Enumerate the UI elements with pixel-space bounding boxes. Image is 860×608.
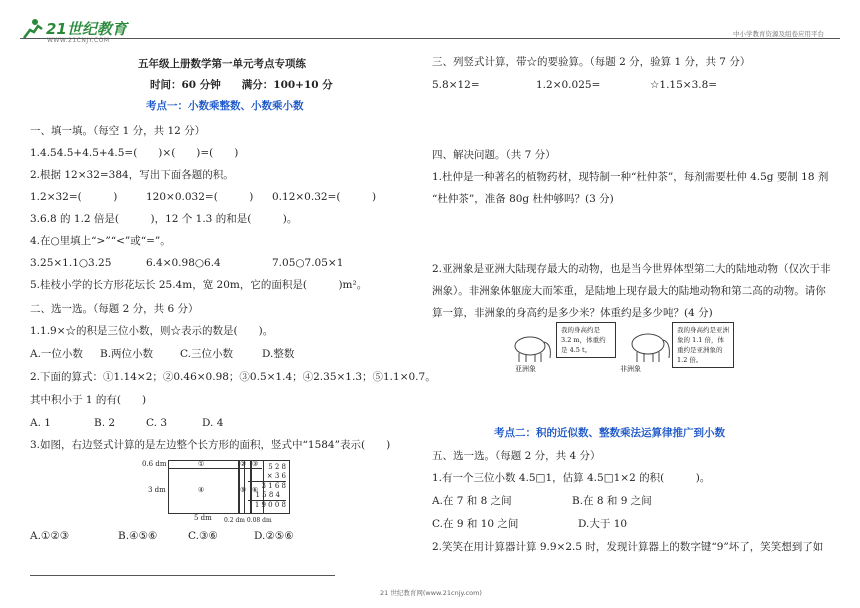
logo bbox=[20, 16, 138, 44]
region-label: ⑤ bbox=[240, 486, 247, 494]
option: B.两位小数 bbox=[100, 348, 154, 360]
question-2-2-cont: 其中积小于 1 的有( ) bbox=[30, 394, 147, 406]
footer-rule bbox=[30, 575, 335, 576]
option: A.①②③ bbox=[30, 530, 70, 542]
calc-line: 3 1 6 8 bbox=[261, 482, 286, 490]
option: D.②⑤⑥ bbox=[254, 530, 294, 542]
question-1-2-item: 120×0.032=( ) bbox=[146, 191, 254, 203]
section-point-2: 考点二：积的近似数、整数乘法运算律推广到小数 bbox=[494, 427, 725, 439]
question-1-4-item: 6.4×0.98○6.4 bbox=[146, 257, 221, 269]
option: D.整数 bbox=[262, 348, 295, 360]
calc-item: 1.2×0.025= bbox=[536, 79, 601, 91]
option: C. 3 bbox=[146, 417, 168, 429]
time-info: 时间：60 分钟 满分：100+10 分 bbox=[150, 79, 333, 91]
asian-elephant-icon bbox=[510, 332, 554, 364]
option: B. 2 bbox=[94, 417, 116, 429]
option: D. 4 bbox=[202, 417, 224, 429]
question-1-2-item: 0.12×0.32=( ) bbox=[272, 191, 377, 203]
option: C.在 9 和 10 之间 bbox=[432, 518, 519, 530]
page-title: 五年级上册数学第一单元考点专项练 bbox=[138, 58, 306, 70]
logo-text: 21世纪教育 bbox=[46, 20, 127, 38]
logo-subtext: WWW.21CNJY.COM bbox=[47, 37, 110, 44]
option: B.④⑤⑥ bbox=[118, 530, 158, 542]
header-rule bbox=[20, 38, 840, 39]
label-bottom-dims: 0.2 dm 0.08 dm bbox=[224, 517, 272, 524]
option: A. 1 bbox=[30, 417, 51, 429]
vertical-calc-box bbox=[244, 460, 290, 514]
question-1-1: 1.4.54.5+4.5+4.5=( )×( )=( ) bbox=[30, 147, 239, 159]
speech-bubble-asian: 我的身高约是 3.2 m，体重约是 4.5 t。 bbox=[556, 322, 616, 358]
option: A.在 7 和 8 之间 bbox=[432, 495, 512, 507]
problem-2-line: 2.亚洲象是亚洲大陆现存最大的动物，也是当今世界体型第二大的陆地动物（仅次于非 bbox=[432, 263, 831, 275]
question-1-4-item: 7.05○7.05×1 bbox=[272, 257, 344, 269]
caption-asian-elephant: 亚洲象 bbox=[515, 365, 536, 373]
question-5-1: 1.有一个三位小数 4.5□1，估算 4.5□1×2 的积( )。 bbox=[432, 472, 711, 484]
section-3-title: 三、列竖式计算，带☆的要验算。（每题 2 分，验算 1 分，共 7 分） bbox=[432, 56, 751, 68]
section-4-title: 四、解决问题。（共 7 分） bbox=[432, 149, 556, 161]
problem-2-line: 算一算，非洲象的身高约是多少米？体重约是多少吨？(4 分) bbox=[432, 307, 713, 319]
calc-item: 5.8×12= bbox=[432, 79, 480, 91]
option: C.三位小数 bbox=[180, 348, 233, 360]
question-5-2: 2.笑笑在用计算器计算 9.9×2.5 时，发现计算器上的数字键“9”坏了，笑笑想到了如 bbox=[432, 541, 824, 553]
problem-1-line: 1.杜仲是一种著名的植物药材，现特制一种“杜仲茶”，每剂需要杜仲 4.5g 要制 18 剂 bbox=[432, 171, 829, 183]
label-5dm: 5 dm bbox=[194, 514, 212, 522]
question-2-1: 1.1.9×☆的积是三位小数，则☆表示的数是( )。 bbox=[30, 325, 274, 337]
option: D.大于 10 bbox=[578, 518, 628, 530]
calc-line: 1 5 8 4 bbox=[255, 491, 280, 499]
question-1-4: 4.在○里填上“>”“<”或“=”。 bbox=[30, 235, 171, 247]
calc-line: 5 2 8 bbox=[268, 463, 286, 471]
option: B.在 8 和 9 之间 bbox=[572, 495, 652, 507]
region-label: ④ bbox=[198, 486, 205, 494]
option: C.③⑥ bbox=[188, 530, 218, 542]
section-2-title: 二、选一选。（每题 2 分，共 6 分） bbox=[30, 303, 199, 315]
calc-line: 1 9 0 0 8 bbox=[254, 501, 286, 509]
caption-african-elephant: 非洲象 bbox=[620, 365, 641, 373]
question-1-5: 5.桂枝小学的长方形花坛长 25.4m，宽 20m，它的面积是( )m²。 bbox=[30, 279, 368, 291]
calc-item: ☆1.15×3.8= bbox=[650, 79, 718, 91]
region-label: ② bbox=[240, 460, 247, 468]
calc-line: × 3 6 bbox=[266, 472, 286, 480]
option: A.一位小数 bbox=[30, 348, 83, 360]
question-2-3: 3.如图，右边竖式计算的是左边整个长方形的面积，竖式中“1584”表示( ) bbox=[30, 439, 391, 451]
label-0-6dm: 0.6 dm bbox=[142, 460, 167, 468]
question-1-2-item: 1.2×32=( ) bbox=[30, 191, 118, 203]
problem-2-line: 洲象）。非洲象体躯庞大而笨重，是陆地上现存最大的陆地动物和第二高的动物。请你 bbox=[432, 285, 826, 297]
question-1-4-item: 3.25×1.1○3.25 bbox=[30, 257, 112, 269]
question-2-2: 2.下面的算式：①1.14×2；②0.46×0.98；③0.5×1.4；④2.35×1.3；⑤1.1×0.7。 bbox=[30, 371, 436, 383]
runner-icon bbox=[20, 18, 44, 40]
region-label: ① bbox=[198, 460, 205, 468]
speech-bubble-african: 我的身高约是亚洲象的 1.1 倍，体重约是亚洲象的 1.2 倍。 bbox=[672, 322, 734, 368]
question-1-2: 2.根据 12×32=384，写出下面各题的积。 bbox=[30, 169, 234, 181]
section-1-title: 一、填一填。（每空 1 分，共 12 分） bbox=[30, 125, 206, 137]
label-3dm: 3 dm bbox=[148, 486, 166, 494]
question-1-3: 3.6.8 的 1.2 倍是( )，12 个 1.3 的和是( )。 bbox=[30, 213, 298, 225]
region-label: ⑥ bbox=[252, 486, 259, 494]
african-elephant-icon bbox=[628, 330, 672, 364]
region-label: ③ bbox=[252, 460, 259, 468]
section-point-1: 考点一：小数乘整数、小数乘小数 bbox=[146, 100, 304, 112]
header-platform-text: 中小学教育资源及组卷应用平台 bbox=[733, 30, 824, 38]
section-5-title: 五、选一选。（每题 2 分，共 4 分） bbox=[432, 450, 601, 462]
problem-1-line: “杜仲茶”，准备 80g 杜仲够吗？(3 分) bbox=[432, 193, 614, 205]
footer-text: 21 世纪教育网(www.21cnjy.com) bbox=[380, 589, 482, 597]
